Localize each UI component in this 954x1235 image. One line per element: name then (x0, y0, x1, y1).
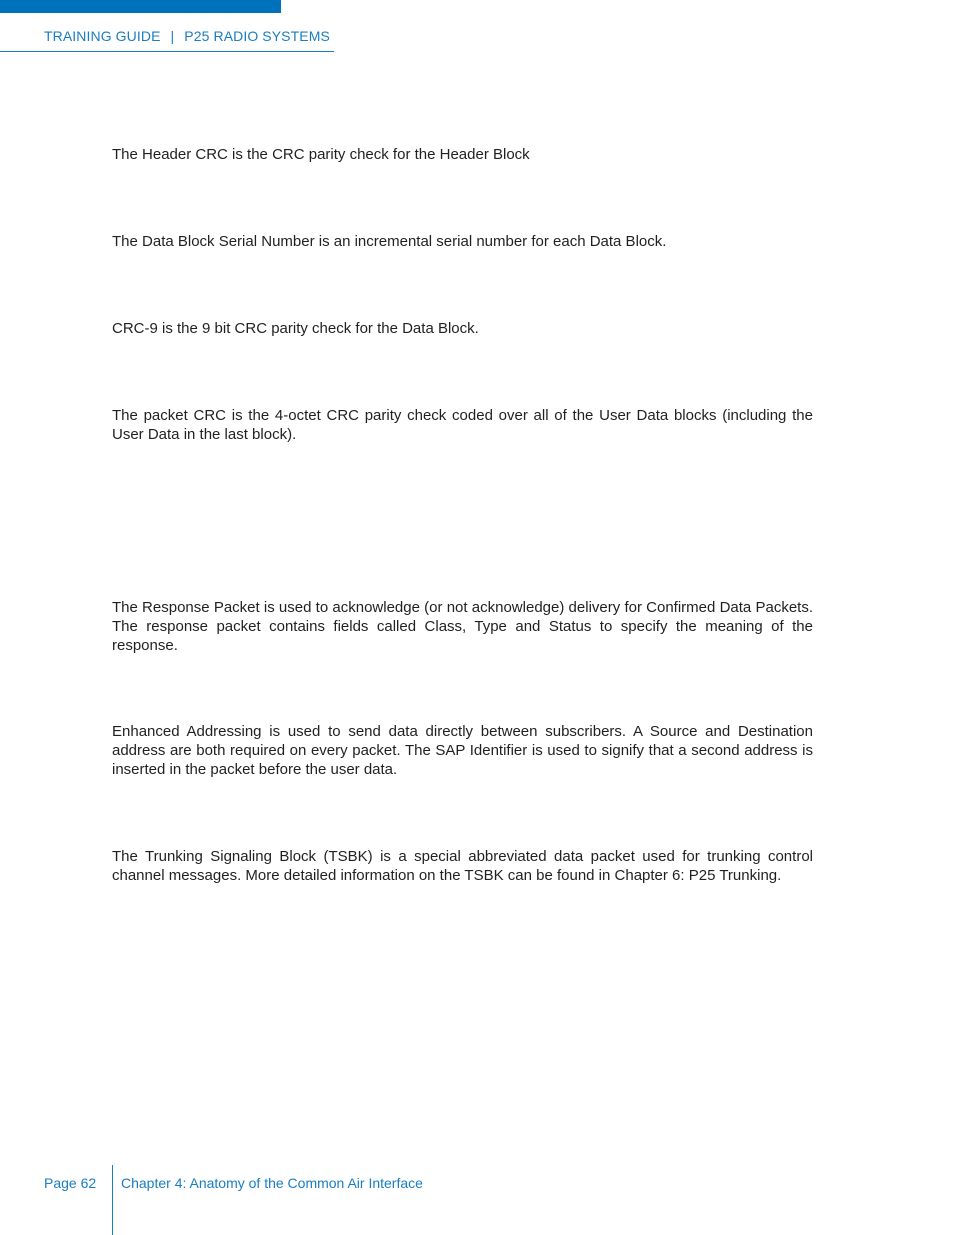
paragraph-enhanced-addressing: Enhanced Addressing is used to send data directly between subscribers. A Source and Destination address are both required on every packet. The SAP Identifier is used to signify that a second address is inserted in the packet before the user data. (112, 723, 813, 778)
header-subject-label: P25 RADIO SYSTEMS (184, 28, 330, 44)
paragraph-crc9: CRC-9 is the 9 bit CRC parity check for the Data Block. (112, 320, 479, 337)
paragraph-response-packet: The Response Packet is used to acknowledge (or not acknowledge) delivery for Confirmed Data Packets. The response packet contains fields called Class, Type and Status to specify the meaning of the response. (112, 599, 813, 654)
paragraph-header-crc: The Header CRC is the CRC parity check for the Header Block (112, 146, 530, 163)
header-accent-bar (0, 0, 281, 13)
footer-divider (112, 1165, 113, 1235)
header-separator: | (170, 28, 175, 44)
footer-page-number: Page 62 (44, 1175, 97, 1191)
paragraph-packet-crc: The packet CRC is the 4-octet CRC parity check coded over all of the User Data blocks (including the User Data in the last block). (112, 407, 813, 443)
paragraph-data-block-serial: The Data Block Serial Number is an incremental serial number for each Data Block. (112, 233, 667, 250)
header-rule (0, 51, 334, 52)
running-header (44, 28, 330, 44)
paragraph-tsbk: The Trunking Signaling Block (TSBK) is a special abbreviated data packet used for trunking control channel messages. More detailed information on the TSBK can be found in Chapter 6: P25 Trunking. (112, 848, 813, 884)
footer-chapter-title: Chapter 4: Anatomy of the Common Air Interface (121, 1175, 423, 1191)
header-guide-label: TRAINING GUIDE (44, 28, 161, 44)
